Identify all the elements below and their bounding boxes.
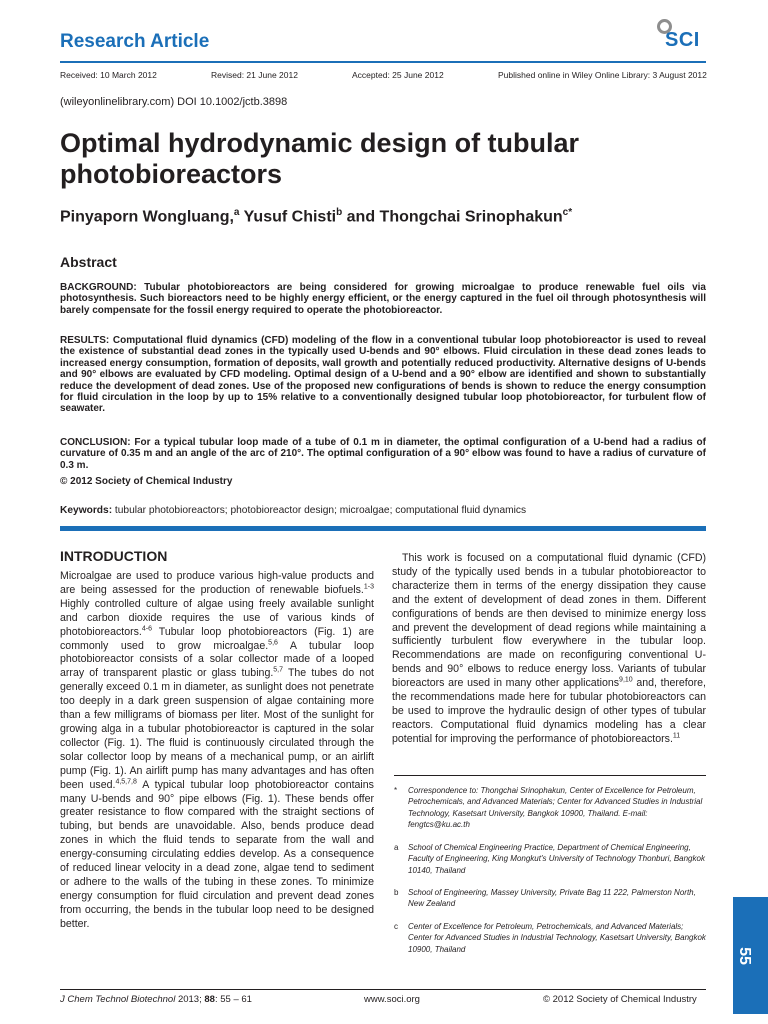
citation: 11 bbox=[672, 732, 681, 740]
published-date: Published online in Wiley Online Library: 3 August 2012 bbox=[498, 70, 707, 80]
author-affiliation-mark: a bbox=[233, 207, 240, 218]
citation: 9,10 bbox=[619, 676, 633, 684]
abstract-conclusion: CONCLUSION: For a typical tubular loop made of a tube of 0.1 m in diameter, the optimal configuration of a U-bend had a radius of curvature of 0.35 m and an angle of the arc of 210°. The optimal configuration of a 90° elbow was found to have a radius of curvature of 0.3 m. bbox=[60, 437, 706, 471]
text-run: A typical tubular loop photobioreactor contains many U-bends and 90° pipe elbows (Fig. 1). These bends offer greater resistance to flow compared with the straight sections of tubing, but bends are unavoidable. Also, bends produce dead zones in which the fluid tends to separate from the wall and energy-consuming circulating eddies develop. As a consequence of reduced linear velocity in a dead zone, algae tend to sediment or adhere to the walls of the tubing in these zones. To minimize energy consumption for fluid circulation and prevent dead zones from occurring, the bends in the tubular loop need to be designed better. bbox=[60, 778, 374, 930]
header-rule bbox=[60, 61, 706, 63]
footnote-rule bbox=[394, 775, 706, 776]
footnote-affiliation-c bbox=[394, 921, 706, 955]
author-name: Yusuf Chisti bbox=[243, 208, 337, 226]
text-run: Tubular loop photobioreactors (Fig. 1) are commonly used to grow microalgae. bbox=[60, 625, 374, 652]
sci-logo bbox=[653, 18, 713, 54]
page-range: : 55 – 61 bbox=[214, 994, 252, 1005]
footnote-text: Correspondence to: Thongchai Srinophakun, Center of Excellence for Petroleum, Petrochemicals, and Advanced Materials; Center for Advanced Studies in Industrial Technology, Kasetsart University, Bangkok 10900, Thailand. E-mail: fengtcs@ku.ac.th bbox=[408, 786, 703, 830]
footnote-correspondence bbox=[394, 785, 706, 831]
text-run: This work is focused on a computational fluid dynamic (CFD) study of the typically used bends in a tubular photobioreactor to characterize them in terms of the energy dissipation they cause and the extent of development of dead zones in them. Different configurations of bends are then devised to minimize energy loss and prevent the development of dead regions while maintaining a sufficiently turbulent flow everywhere in the tubular loop. Recommendations are made on reconfiguring conventional U-bends and 90° elbows to reduce energy loss. Variants of tubular bioreactors are used in many other applications bbox=[392, 552, 706, 690]
volume: 88 bbox=[204, 994, 215, 1005]
logo-text: SCI bbox=[665, 29, 700, 51]
author-name: and Thongchai Srinophakun bbox=[346, 208, 563, 226]
author-list bbox=[60, 207, 572, 226]
footer-copyright: © 2012 Society of Chemical Industry bbox=[543, 994, 697, 1005]
citation: 4,5,7,8 bbox=[115, 778, 137, 786]
footnote-text: Center of Excellence for Petroleum, Petrochemicals, and Advanced Materials; Center for Advanced Studies in Industrial Technology, Kasetsart University, Bangkok 10900, Thailand bbox=[408, 922, 706, 954]
citation: 4-6 bbox=[141, 625, 152, 633]
citation: 5,7 bbox=[273, 666, 284, 674]
footnote-affiliation-a bbox=[394, 842, 706, 876]
text-run: The tubes do not generally exceed 0.1 m in diameter, as sunlight does not penetrate too deeply in a dark green suspension of algae containing more than a few milligrams of biomass per liter. Most of the sunlight for growing alga in a tubular photobioreactor is captured in the solar collector (Fig. 1). The fluid is continuously circulated through the solar collector loop by means of a mechanical pump, or an airlift pump (Fig. 1). An airlift pump has many advantages and has often been used. bbox=[60, 667, 374, 791]
footnote-mark: * bbox=[394, 786, 398, 795]
footer-citation bbox=[60, 994, 252, 1005]
author-name: Pinyaporn Wongluang, bbox=[60, 208, 234, 226]
article-title: Optimal hydrodynamic design of tubular photobioreactors bbox=[60, 128, 580, 189]
abstract-background: BACKGROUND: Tubular photobioreactors are being considered for growing microalgae to produce renewable fuel oils via photosynthesis. Such bioreactors need to be highly energy efficient, or the energy captured in the fuel oil through photosynthesis will barely compensate for the fossil energy required to operate the photobioreactor. bbox=[60, 282, 706, 316]
footnote-mark: b bbox=[394, 888, 399, 897]
text-run: A tubular loop photobioreactor consists of a solar collector made of a looped array of transparent plastic or glass tubing. bbox=[60, 639, 374, 680]
doi-line: (wileyonlinelibrary.com) DOI 10.1002/jctb.3898 bbox=[60, 96, 288, 108]
footnote-mark: c bbox=[394, 922, 398, 931]
received-date: Received: 10 March 2012 bbox=[60, 70, 157, 80]
introduction-paragraph bbox=[60, 570, 374, 932]
text-run: and, therefore, the recommendations made here for tubular photobioreactors can be used to improve the hydraulic design of other types of tubular reactors. Computational fluid dynamics modeling has a clear potential for improving the performance of photobioreactors. bbox=[392, 677, 707, 745]
keywords-label: Keywords: bbox=[60, 505, 113, 516]
abstract-heading: Abstract bbox=[60, 254, 117, 270]
abstract-results: RESULTS: Computational fluid dynamics (CFD) modeling of the flow in a conventional tubular loop photobioreactor is used to reveal the existence of substantial dead zones in the typically used U-bends and 90° elbows. Fluid circulation in these dead zones leads to increased energy consumption, formation of deposits, wall growth and potentially reduced productivity. Alternative designs of U-bends and 90° elbows are evaluated by CFD modeling. Optimal design of a U-bend and a 90° elbow are identified and shown to substantially reduce the development of dead zones. Use of the proposed new configurations of bends is shown to reduce the energy consumption for fluid circulation in the loop by up to 15% relative to a conventionally designed tubular loop photobioreactor, for turbulent flow of seawater. bbox=[60, 335, 706, 415]
section-label: Research Article bbox=[60, 31, 210, 52]
page-number-tab bbox=[733, 897, 768, 1014]
text-run: Highly controlled culture of algae using freely available sunlight and carbon dioxide requires the use of various kinds of photobioreactors. bbox=[60, 597, 374, 638]
abstract-copyright: © 2012 Society of Chemical Industry bbox=[60, 476, 233, 487]
footer-website-link[interactable]: www.soci.org bbox=[364, 994, 420, 1005]
author-affiliation-mark: c* bbox=[562, 207, 573, 218]
footnote-mark: a bbox=[394, 843, 399, 852]
footnote-text: School of Chemical Engineering Practice, Department of Chemical Engineering, Faculty of Engineering, King Mongkut's University of Technology Thonburi, Bangkok 10140, Thailand bbox=[408, 843, 705, 875]
citation-year: 2013; bbox=[175, 994, 205, 1005]
accepted-date: Accepted: 25 June 2012 bbox=[352, 70, 444, 80]
citation: 5,6 bbox=[268, 639, 278, 646]
journal-name: J Chem Technol Biotechnol bbox=[60, 994, 176, 1005]
keywords bbox=[60, 505, 706, 516]
page-number: 55 bbox=[735, 947, 753, 965]
author-affiliation-mark: b bbox=[336, 207, 343, 218]
keywords-text: tubular photobioreactors; photobioreactor design; microalgae; computational fluid dynamics bbox=[112, 505, 527, 516]
footnote-text: School of Engineering, Massey University, Private Bag 11 222, Palmerston North, New Zealand bbox=[408, 888, 696, 909]
footer-rule bbox=[60, 989, 706, 990]
footnote-affiliation-b bbox=[394, 887, 706, 910]
section-divider bbox=[60, 526, 706, 531]
introduction-heading: INTRODUCTION bbox=[60, 548, 168, 564]
focus-paragraph bbox=[392, 552, 706, 747]
text-run: Microalgae are used to produce various high-value products and are being assessed for the production of renewable biofuels. bbox=[60, 570, 374, 596]
citation: 1-3 bbox=[363, 583, 374, 591]
revised-date: Revised: 21 June 2012 bbox=[211, 70, 298, 80]
